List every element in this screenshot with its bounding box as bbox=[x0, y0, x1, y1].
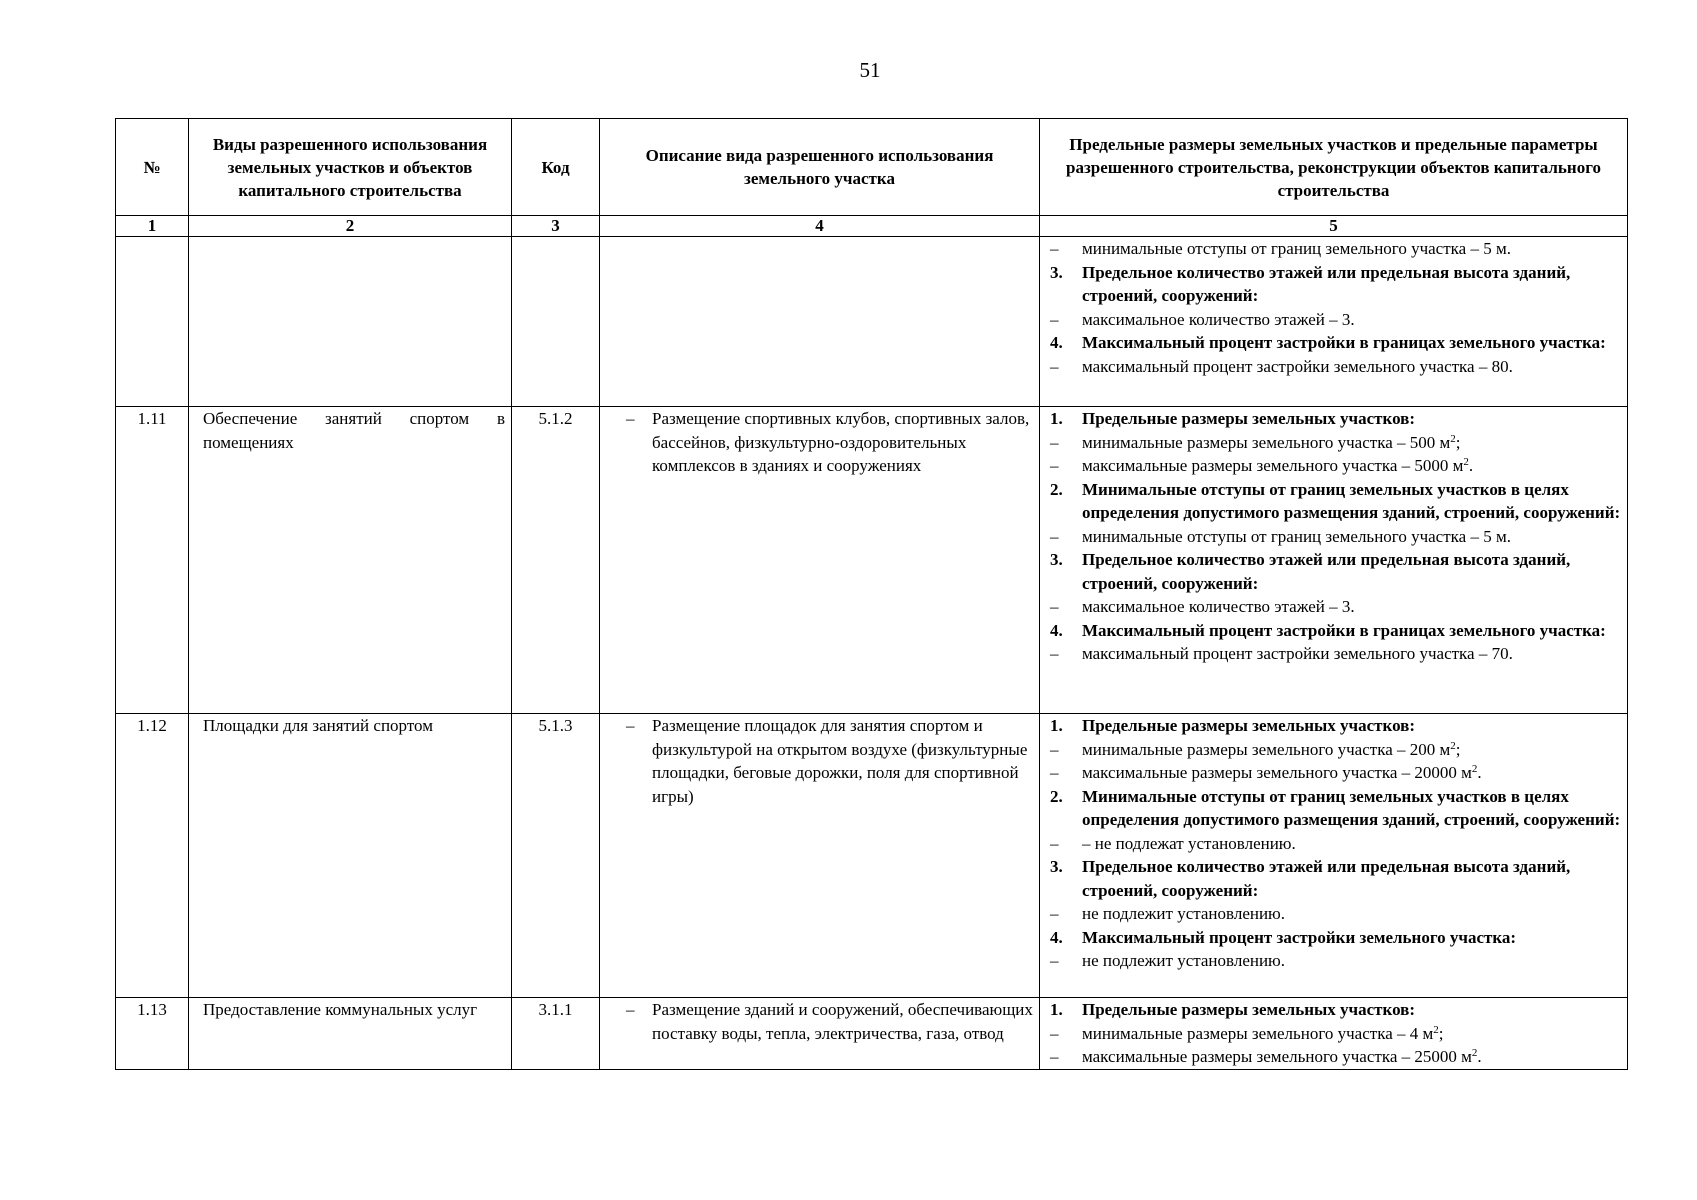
limits-cell bbox=[1040, 998, 1628, 1070]
parameter-text: максимальное количество этажей – 3. bbox=[1082, 309, 1355, 329]
column-number: 3 bbox=[512, 216, 600, 237]
parameter-text: Минимальные отступы от границ земельных участков в целях определения допустимого размещения зданий, строений, сооружений: bbox=[1082, 786, 1621, 829]
unit-superscript: 2 bbox=[1433, 1023, 1439, 1036]
unit-superscript: 2 bbox=[1450, 739, 1456, 752]
parameter-text: Минимальные отступы от границ земельных участков в целях определения допустимого размещения зданий, строений, сооружений: bbox=[1082, 479, 1621, 522]
header-row bbox=[116, 119, 1628, 216]
parameter-item bbox=[1044, 761, 1625, 785]
parameter-punctuation: . bbox=[1477, 1047, 1482, 1066]
number-marker: 1. bbox=[1050, 1000, 1063, 1019]
row-number: 1.11 bbox=[116, 407, 189, 714]
number-marker: 3. bbox=[1050, 262, 1063, 282]
row-number bbox=[116, 237, 189, 407]
parameter-item bbox=[1044, 355, 1625, 379]
use-type-name: Обеспечение занятий спортом в помещениях bbox=[189, 407, 512, 714]
parameter-punctuation: ; bbox=[1455, 432, 1461, 452]
parameter-item bbox=[1044, 902, 1625, 926]
dash-marker: – bbox=[1050, 763, 1059, 782]
dash-marker: – bbox=[626, 1000, 635, 1019]
table-row bbox=[116, 237, 1628, 407]
header-types: Виды разрешенного использования земельных участков и объектов капитального строительства bbox=[189, 119, 512, 216]
description-item bbox=[606, 998, 1033, 1045]
table-body bbox=[116, 237, 1628, 1070]
dash-marker: – bbox=[1050, 1047, 1059, 1066]
dash-marker: – bbox=[1050, 1023, 1059, 1043]
dash-marker: – bbox=[1050, 597, 1059, 616]
parameter-heading bbox=[1044, 261, 1625, 308]
number-marker: 4. bbox=[1050, 333, 1063, 352]
description-item bbox=[606, 714, 1033, 808]
parameter-heading bbox=[1044, 331, 1625, 355]
column-number: 2 bbox=[189, 216, 512, 237]
use-code: 3.1.1 bbox=[512, 998, 600, 1070]
use-description bbox=[600, 237, 1040, 407]
limits-cell bbox=[1040, 407, 1628, 714]
parameter-text: – не подлежат установлению. bbox=[1082, 833, 1296, 853]
use-code bbox=[512, 237, 600, 407]
table-row bbox=[116, 714, 1628, 998]
unit-superscript: 2 bbox=[1471, 1047, 1478, 1059]
parameter-heading bbox=[1044, 926, 1625, 950]
parameter-text: Предельные размеры земельных участков: bbox=[1082, 716, 1416, 735]
dash-marker: – bbox=[1050, 432, 1059, 452]
header-description: Описание вида разрешенного использования земельного участка bbox=[600, 119, 1040, 216]
parameter-heading bbox=[1044, 478, 1625, 525]
use-code: 5.1.2 bbox=[512, 407, 600, 714]
parameter-item bbox=[1044, 431, 1625, 455]
header-limits: Предельные размеры земельных участков и предельные параметры разрешенного строительства, реконструкции объектов капитального строительства bbox=[1040, 119, 1628, 216]
use-description bbox=[600, 714, 1040, 998]
parameter-item bbox=[1044, 595, 1625, 619]
dash-marker: – bbox=[1050, 904, 1059, 923]
parameter-punctuation: ; bbox=[1455, 739, 1461, 759]
unit-superscript: 2 bbox=[1463, 456, 1469, 468]
description-text: Размещение зданий и сооружений, обеспечивающих поставку воды, тепла, электричества, газа, отвод bbox=[652, 1000, 1033, 1043]
parameter-heading bbox=[1044, 855, 1625, 902]
dash-marker: – bbox=[1050, 739, 1059, 759]
number-marker: 4. bbox=[1050, 927, 1063, 947]
dash-marker: – bbox=[1050, 526, 1059, 546]
limits-cell bbox=[1040, 237, 1628, 407]
parameter-text: Максимальный процент застройки в границах земельного участка: bbox=[1082, 333, 1606, 352]
dash-marker: – bbox=[626, 716, 635, 735]
parameter-text: максимальные размеры земельного участка – 5000 м bbox=[1082, 456, 1464, 475]
parameter-heading bbox=[1044, 548, 1625, 595]
parameter-item bbox=[1044, 237, 1625, 261]
parameter-text: Предельное количество этажей или предельная высота зданий, строений, сооружений: bbox=[1082, 550, 1571, 593]
dash-marker: – bbox=[1050, 951, 1059, 970]
number-marker: 1. bbox=[1050, 409, 1063, 428]
dash-marker: – bbox=[1050, 644, 1059, 663]
description-text: Размещение площадок для занятия спортом и физкультурой на открытом воздухе (физкультурные площадки, беговые дорожки, поля для спортивной игры) bbox=[652, 716, 1028, 806]
dash-marker: – bbox=[1050, 456, 1059, 475]
table-row bbox=[116, 998, 1628, 1070]
number-marker: 1. bbox=[1050, 716, 1063, 735]
number-marker: 2. bbox=[1050, 786, 1063, 806]
dash-marker: – bbox=[1050, 239, 1059, 258]
limits-cell bbox=[1040, 714, 1628, 998]
number-marker: 2. bbox=[1050, 479, 1063, 499]
use-type-name: Предоставление коммунальных услуг bbox=[189, 998, 512, 1070]
parameter-item bbox=[1044, 642, 1625, 666]
parameter-text: максимальный процент застройки земельного участка – 70. bbox=[1082, 644, 1513, 663]
use-code: 5.1.3 bbox=[512, 714, 600, 998]
column-number: 4 bbox=[600, 216, 1040, 237]
number-marker: 3. bbox=[1050, 857, 1063, 876]
parameter-item bbox=[1044, 832, 1625, 856]
use-type-name: Площадки для занятий спортом bbox=[189, 714, 512, 998]
column-number-row bbox=[116, 216, 1628, 237]
unit-superscript: 2 bbox=[1471, 763, 1478, 775]
parameter-text: минимальные размеры земельного участка – 500 м bbox=[1082, 432, 1451, 452]
parameter-item bbox=[1044, 525, 1625, 549]
unit-superscript: 2 bbox=[1450, 432, 1456, 445]
column-number: 5 bbox=[1040, 216, 1628, 237]
parameter-heading bbox=[1044, 619, 1625, 643]
parameter-text: Предельные размеры земельных участков: bbox=[1082, 1000, 1416, 1019]
parameter-text: максимальные размеры земельного участка – 20000 м bbox=[1082, 763, 1472, 782]
parameter-text: максимальный процент застройки земельного участка – 80. bbox=[1082, 356, 1513, 376]
row-number: 1.13 bbox=[116, 998, 189, 1070]
parameter-heading bbox=[1044, 785, 1625, 832]
number-marker: 4. bbox=[1050, 620, 1063, 640]
parameter-text: Предельные размеры земельных участков: bbox=[1082, 409, 1416, 428]
parameter-item bbox=[1044, 1022, 1625, 1046]
parameter-punctuation: . bbox=[1468, 456, 1474, 475]
row-number: 1.12 bbox=[116, 714, 189, 998]
parameter-text: не подлежит установлению. bbox=[1082, 951, 1286, 970]
table-row bbox=[116, 407, 1628, 714]
parameter-text: максимальные размеры земельного участка – 25000 м bbox=[1082, 1047, 1472, 1066]
use-description bbox=[600, 407, 1040, 714]
dash-marker: – bbox=[1050, 833, 1059, 853]
page-number: 51 bbox=[859, 58, 881, 82]
parameter-text: Предельное количество этажей или предельная высота зданий, строений, сооружений: bbox=[1082, 857, 1571, 900]
dash-marker: – bbox=[626, 409, 635, 428]
header-num: № bbox=[116, 119, 189, 216]
dash-marker: – bbox=[1050, 309, 1059, 329]
description-text: Размещение спортивных клубов, спортивных залов, бассейнов, физкультурно-оздоровительных комплексов в зданиях и сооружениях bbox=[652, 409, 1030, 475]
land-use-table bbox=[115, 118, 1628, 1070]
parameter-item bbox=[1044, 738, 1625, 762]
parameter-heading bbox=[1044, 407, 1625, 431]
parameter-item bbox=[1044, 1045, 1625, 1069]
parameter-heading bbox=[1044, 714, 1625, 738]
parameter-text: максимальное количество этажей – 3. bbox=[1082, 597, 1355, 616]
use-description bbox=[600, 998, 1040, 1070]
column-number: 1 bbox=[116, 216, 189, 237]
parameter-punctuation: . bbox=[1477, 763, 1482, 782]
parameter-punctuation: ; bbox=[1438, 1023, 1444, 1043]
parameter-item bbox=[1044, 308, 1625, 332]
parameter-text: Предельное количество этажей или предельная высота зданий, строений, сооружений: bbox=[1082, 262, 1571, 305]
parameter-text: минимальные отступы от границ земельного участка – 5 м. bbox=[1082, 526, 1511, 546]
description-item bbox=[606, 407, 1033, 478]
parameter-text: минимальные отступы от границ земельного участка – 5 м. bbox=[1082, 239, 1511, 258]
dash-marker: – bbox=[1050, 356, 1059, 376]
parameter-item bbox=[1044, 454, 1625, 478]
parameter-text: минимальные размеры земельного участка – 200 м bbox=[1082, 739, 1451, 759]
number-marker: 3. bbox=[1050, 550, 1063, 569]
parameter-text: не подлежит установлению. bbox=[1082, 904, 1286, 923]
parameter-text: Максимальный процент застройки земельного участка: bbox=[1082, 927, 1517, 947]
parameter-text: Максимальный процент застройки в границах земельного участка: bbox=[1082, 620, 1606, 640]
parameter-heading bbox=[1044, 998, 1625, 1022]
parameter-item bbox=[1044, 949, 1625, 973]
use-type-name bbox=[189, 237, 512, 407]
header-code: Код bbox=[512, 119, 600, 216]
parameter-text: минимальные размеры земельного участка – 4 м bbox=[1082, 1023, 1434, 1043]
